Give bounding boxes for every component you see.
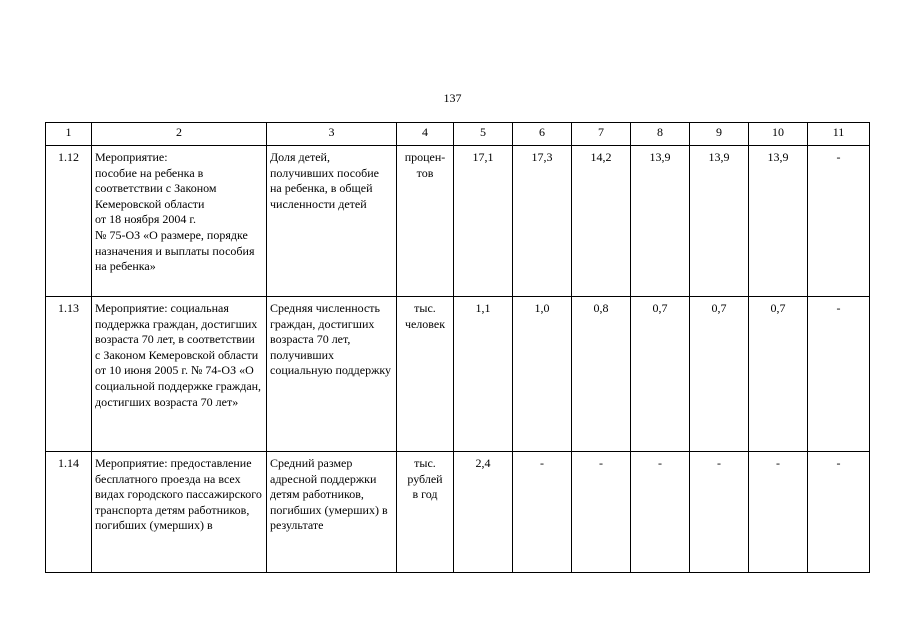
value-cell: 0,7 (690, 297, 749, 452)
value-cell: - (749, 452, 808, 573)
column-header: 3 (267, 123, 397, 146)
column-header: 4 (397, 123, 454, 146)
table-row (46, 146, 870, 297)
unit-cell: тыс. человек (397, 297, 454, 452)
value-cell: 13,9 (749, 146, 808, 297)
value-cell: - (808, 297, 870, 452)
value-cell: 14,2 (572, 146, 631, 297)
column-header: 5 (454, 123, 513, 146)
page-number: 137 (443, 91, 462, 105)
value-cell: 0,7 (631, 297, 690, 452)
value-cell: 0,7 (749, 297, 808, 452)
column-header: 6 (513, 123, 572, 146)
table-row (46, 452, 870, 573)
column-header: 9 (690, 123, 749, 146)
column-header: 11 (808, 123, 870, 146)
value-cell: - (808, 146, 870, 297)
value-cell: 17,1 (454, 146, 513, 297)
value-cell: - (808, 452, 870, 573)
event-description: Мероприятие: предоставление бесплатного проезда на всех видах городского пассажирского транспорта детям работников, погибших (умерших) в (92, 452, 267, 573)
row-number: 1.13 (46, 297, 92, 452)
column-header: 10 (749, 123, 808, 146)
indicator-description: Средний размер адресной поддержки детям работников, погибших (умерших) в результате (267, 452, 397, 573)
value-cell: - (631, 452, 690, 573)
value-cell: 17,3 (513, 146, 572, 297)
indicator-description: Средняя численность граждан, достигших возраста 70 лет, получивших социальную поддержку (267, 297, 397, 452)
value-cell: 0,8 (572, 297, 631, 452)
unit-cell: процен- тов (397, 146, 454, 297)
column-header: 1 (46, 123, 92, 146)
unit-cell: тыс. рублей в год (397, 452, 454, 573)
column-header: 2 (92, 123, 267, 146)
event-description: Мероприятие: пособие на ребенка в соответствии с Законом Кемеровской области от 18 ноября 2004 г. № 75-ОЗ «О размере, порядке назначения и выплаты пособия на ребенка» (92, 146, 267, 297)
value-cell: - (572, 452, 631, 573)
event-description: Мероприятие: социальная поддержка граждан, достигших возраста 70 лет, в соответствии с Законом Кемеровской области от 10 июня 2005 г. № 74-ОЗ «О социальной поддержке граждан, достигших возраста 70 лет» (92, 297, 267, 452)
value-cell: 13,9 (690, 146, 749, 297)
value-cell: 2,4 (454, 452, 513, 573)
value-cell: - (513, 452, 572, 573)
table-row (46, 297, 870, 452)
indicator-description: Доля детей, получивших пособие на ребенка, в общей численности детей (267, 146, 397, 297)
row-number: 1.14 (46, 452, 92, 573)
value-cell: 13,9 (631, 146, 690, 297)
table-header-row (46, 123, 870, 146)
indicators-table (45, 122, 870, 573)
column-header: 8 (631, 123, 690, 146)
column-header: 7 (572, 123, 631, 146)
row-number: 1.12 (46, 146, 92, 297)
value-cell: - (690, 452, 749, 573)
value-cell: 1,0 (513, 297, 572, 452)
value-cell: 1,1 (454, 297, 513, 452)
